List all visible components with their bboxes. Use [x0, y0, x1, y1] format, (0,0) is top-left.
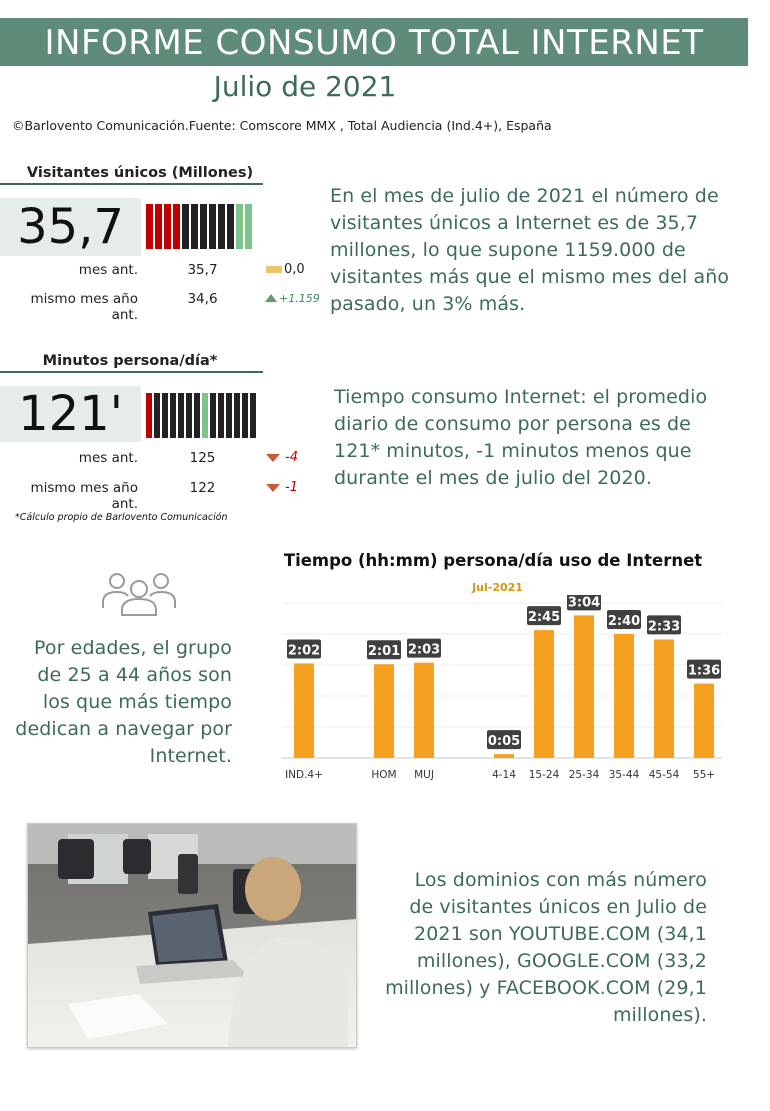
spark-bar: [242, 393, 248, 438]
age-description: Por edades, el grupo de 25 a 44 años son los que más tiempo dedican a navegar por Internet.: [15, 637, 232, 767]
x-tick-label: MUJ: [414, 769, 434, 781]
down-arrow-icon: [265, 483, 281, 493]
chart-bar: [574, 615, 594, 758]
spark-bar: [155, 204, 162, 249]
x-tick-label: 35-44: [608, 769, 640, 781]
data-label: 2:01: [367, 644, 401, 660]
domains-description: Los dominios con más número de visitantes únicos en Julio de 2021 son YOUTUBE.COM (34,1 millones), GOOGLE.COM (33,2 millones) y FACEBOOK.COM (29,1 millones).: [385, 869, 707, 1026]
x-tick-label: 45-54: [648, 769, 680, 781]
spark-bar: [250, 393, 256, 438]
data-label: 3:04: [567, 595, 601, 611]
data-label: 0:05: [487, 734, 521, 750]
visitors-prev-month-label: mes ant.: [78, 262, 138, 278]
spark-bar: [170, 393, 176, 438]
x-tick-label: IND.4+: [285, 769, 323, 781]
time-by-segment-chart: [282, 595, 727, 790]
minutes-prev-month-value: 125: [189, 450, 216, 466]
data-label: 2:45: [527, 610, 561, 626]
spark-bar: [178, 393, 184, 438]
minutes-prev-month-delta: -4: [285, 450, 298, 465]
chart-bar: [494, 754, 514, 758]
spark-bar: [164, 204, 171, 249]
chart-bar: [414, 663, 434, 758]
spark-bar: [227, 204, 234, 249]
data-label: 2:40: [607, 614, 641, 629]
spark-bar: [202, 393, 208, 438]
visitors-value: 35,7: [0, 198, 141, 256]
minutes-prev-year-delta: -1: [285, 480, 298, 495]
data-label: 2:33: [647, 619, 681, 635]
people-group-icon: [100, 570, 178, 616]
spark-bar: [191, 204, 198, 249]
spark-bar: [226, 393, 232, 438]
spark-bar: [146, 204, 153, 249]
visitors-prev-month-delta: 0,0: [284, 262, 305, 277]
chart-title: Tiempo (hh:mm) persona/día uso de Internet: [283, 551, 703, 570]
spark-bar: [200, 204, 207, 249]
data-label: 2:02: [287, 643, 321, 659]
source-note: ©Barlovento Comunicación.Fuente: Comscore MMX , Total Audiencia (Ind.4+), España: [12, 118, 552, 133]
spark-bar: [236, 204, 243, 249]
flat-indicator-icon: [266, 266, 282, 273]
spark-bar: [173, 204, 180, 249]
x-tick-label: HOM: [371, 769, 397, 781]
spark-bar: [182, 204, 189, 249]
minutes-rule: [0, 371, 263, 373]
visitors-description: En el mes de julio de 2021 el número de visitantes únicos a Internet es de 35,7 millones, lo que supone 1159.000 de visitantes más que el mismo mes del año pasado, un 3% más.: [330, 185, 730, 315]
chart-bar: [654, 639, 674, 758]
chart-bar: [694, 684, 714, 758]
spark-bar: [245, 204, 252, 249]
down-arrow-icon: [265, 453, 281, 463]
chart-bar: [294, 663, 314, 758]
office-photo: [27, 823, 357, 1048]
minutes-value: 121': [0, 386, 141, 442]
report-title: INFORME CONSUMO TOTAL INTERNET: [0, 18, 748, 66]
spark-bar: [218, 393, 224, 438]
minutes-prev-year-label: mismo mes año ant.: [30, 480, 138, 512]
spark-bar: [154, 393, 160, 438]
spark-bar: [186, 393, 192, 438]
spark-bar: [162, 393, 168, 438]
report-subtitle: Julio de 2021: [213, 70, 397, 103]
chart-bar: [534, 630, 554, 758]
visitors-rule: [0, 183, 263, 185]
visitors-sparkbars: [146, 204, 252, 249]
spark-bar: [210, 393, 216, 438]
minutes-description: Tiempo consumo Internet: el promedio diario de consumo por persona es de 121* minutos, -1 minutos menos que durante el mes de julio del 2020.: [334, 386, 708, 489]
x-tick-label: 55+: [692, 769, 716, 781]
spark-bar: [146, 393, 152, 438]
x-tick-label: 25-34: [568, 769, 600, 781]
chart-bar: [614, 634, 634, 758]
minutes-title: Minutos persona/día*: [42, 353, 218, 369]
spark-bar: [209, 204, 216, 249]
x-tick-label: 4-14: [492, 769, 516, 781]
minutes-sparkbars: [146, 393, 256, 438]
spark-bar: [194, 393, 200, 438]
visitors-title: Visitantes únicos (Millones): [26, 165, 254, 181]
visitors-prev-year-value: 34,6: [187, 291, 218, 307]
spark-bar: [234, 393, 240, 438]
visitors-prev-year-delta: +1.159: [279, 292, 320, 305]
minutes-prev-year-value: 122: [189, 480, 216, 496]
x-tick-label: 15-24: [528, 769, 560, 781]
chart-bar: [374, 664, 394, 758]
chart-subtitle: Jul-2021: [472, 581, 523, 594]
visitors-prev-month-value: 35,7: [187, 262, 218, 278]
minutes-prev-month-label: mes ant.: [78, 450, 138, 466]
spark-bar: [218, 204, 225, 249]
minutes-footnote: *Cálculo propio de Barlovento Comunicación: [15, 512, 228, 523]
data-label: 1:36: [687, 663, 721, 679]
visitors-prev-year-label: mismo mes año ant.: [30, 291, 138, 323]
up-arrow-icon: [264, 293, 278, 303]
data-label: 2:03: [407, 642, 441, 658]
